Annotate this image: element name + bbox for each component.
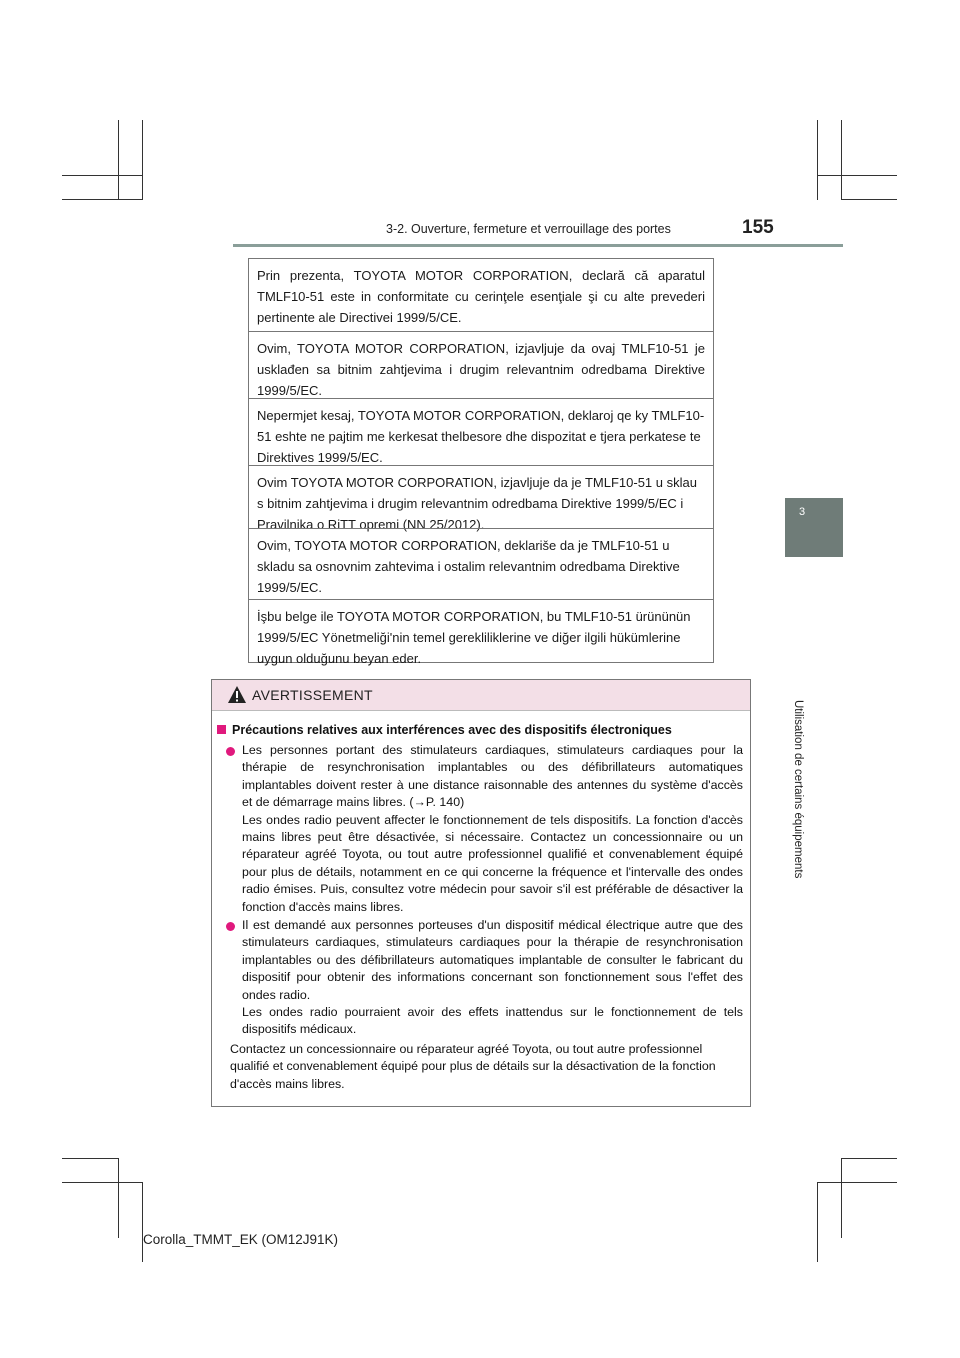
declaration-serbian: Ovim, TOYOTA MOTOR CORPORATION, deklariše da je TMLF10-51 u skladu sa osnovnim zahtevima i ostalim relevantnim odredbama Direktive 1999/5/EC. — [249, 528, 713, 599]
declaration-bosnian: Ovim, TOYOTA MOTOR CORPORATION, izjavljuje da ovaj TMLF10-51 je usklađen sa bitnim zahtjevima i drugim relevantnim odredbama Direktive 1999/5/EC. — [249, 331, 713, 398]
crop-mark — [817, 120, 818, 200]
crop-mark — [841, 120, 842, 200]
chapter-label: Utilisation de certains équipements — [792, 700, 804, 879]
declarations-frame — [248, 258, 714, 666]
warning-triangle-icon — [227, 685, 247, 704]
warning-header — [212, 680, 750, 711]
round-bullet-icon — [226, 922, 235, 931]
crop-mark — [817, 1182, 897, 1183]
crop-mark — [118, 120, 119, 200]
warning-title: AVERTISSEMENT — [252, 687, 373, 703]
declaration-albanian: Nepermjet kesaj, TOYOTA MOTOR CORPORATION, deklaroj qe ky TMLF10-51 eshte ne pajtim me kerkesat thelbesore dhe dispozitat e tjera perkatese te Direktives 1999/5/EC. — [249, 398, 713, 465]
warning-heading — [217, 723, 747, 737]
chapter-number: 3 — [799, 506, 806, 518]
crop-mark — [817, 1182, 818, 1262]
warning-item — [225, 917, 743, 1039]
crop-mark — [62, 199, 142, 200]
declaration-romanian: Prin prezenta, TOYOTA MOTOR CORPORATION, declară că aparatul TMLF10-51 este in conformitate cu cerinţele esenţiale şi cu alte prevederi pertinente ale Directivei 1999/5/CE. — [257, 268, 705, 325]
warning-item-paragraph: Les personnes portant des stimulateurs cardiaques, stimulateurs cardiaques pour la thérapie de resynchronisation implantables ou des défibrillateurs automatiques implantables doivent rester à une distance raisonnable des antennes du système d'accès et de démarrage mains libres. (→P. 140) — [242, 743, 743, 810]
crop-mark — [841, 1158, 842, 1238]
crop-mark — [62, 1182, 142, 1183]
section-title: 3-2. Ouverture, fermeture et verrouillage des portes — [386, 222, 671, 236]
crop-mark — [841, 199, 897, 200]
crop-mark — [62, 175, 142, 176]
warning-heading-text: Précautions relatives aux interférences avec des dispositifs électroniques — [232, 723, 672, 737]
round-bullet-icon — [226, 747, 235, 756]
warning-item — [225, 742, 743, 916]
crop-mark — [817, 175, 897, 176]
warning-item-paragraph: Il est demandé aux personnes porteuses d'un dispositif médical électrique autre que des stimulateurs cardiaques, stimulateurs cardiaques pour la thérapie de resynchronisation implantables ou des défibrillateurs automatiques implantable de consulter le fabricant du dispositif pour obtenir des informations concernant son fonctionnement sous l'effet des ondes radio. — [242, 918, 743, 1002]
crop-mark — [841, 1158, 897, 1159]
crop-mark — [62, 1158, 118, 1159]
warning-box — [211, 679, 751, 1107]
warning-item-paragraph: Les ondes radio peuvent affecter le fonctionnement de tels dispositifs. La fonction d'accès mains libres peut être désactivée, si nécessaire. Contactez un concessionnaire ou un réparateur agréé Toyota, ou tout autre professionnel qualifié et convenablement équipé pour plus de détails, notamment en ce qui concerne la fréquence et l'intervalle des ondes radio émises. Puis, consultez votre médecin pour savoir s'il est préférable de désactiver la fonction d'accès mains libres. — [242, 812, 743, 914]
warning-item-paragraph: Les ondes radio pourraient avoir des effets inattendus sur le fonctionnement de tels dispositifs médicaux. — [242, 1005, 743, 1037]
crop-mark — [142, 120, 143, 200]
manual-code: Corolla_TMMT_EK (OM12J91K) — [143, 1232, 339, 1247]
square-bullet-icon — [217, 725, 226, 734]
page-number: 155 — [742, 217, 774, 238]
warning-footer-paragraph: Contactez un concessionnaire ou réparateur agréé Toyota, ou tout autre professionnel qualifié et convenablement équipé pour plus de détails sur la désactivation de la fonction d'accès mains libres. — [230, 1042, 716, 1091]
declaration-croatian: Ovim TOYOTA MOTOR CORPORATION, izjavljuje da je TMLF10-51 u sklau s bitnim zahtjevima i drugim relevantnim odredbama Direktive 1999/5/EC i Pravilnika o RiTT opremi (NN 25/2012). — [249, 465, 713, 528]
crop-mark — [118, 1158, 119, 1238]
chapter-tab — [785, 498, 843, 557]
declaration-turkish: İşbu belge ile TOYOTA MOTOR CORPORATION, bu TMLF10-51 ürününün 1999/5/EC Yönetmeliği'nin temel gerekliliklerine ve diğer ilgili hükümlerine uygun olduğunu beyan eder. — [249, 599, 713, 663]
crop-mark — [142, 1182, 143, 1262]
header-rule — [233, 244, 843, 247]
